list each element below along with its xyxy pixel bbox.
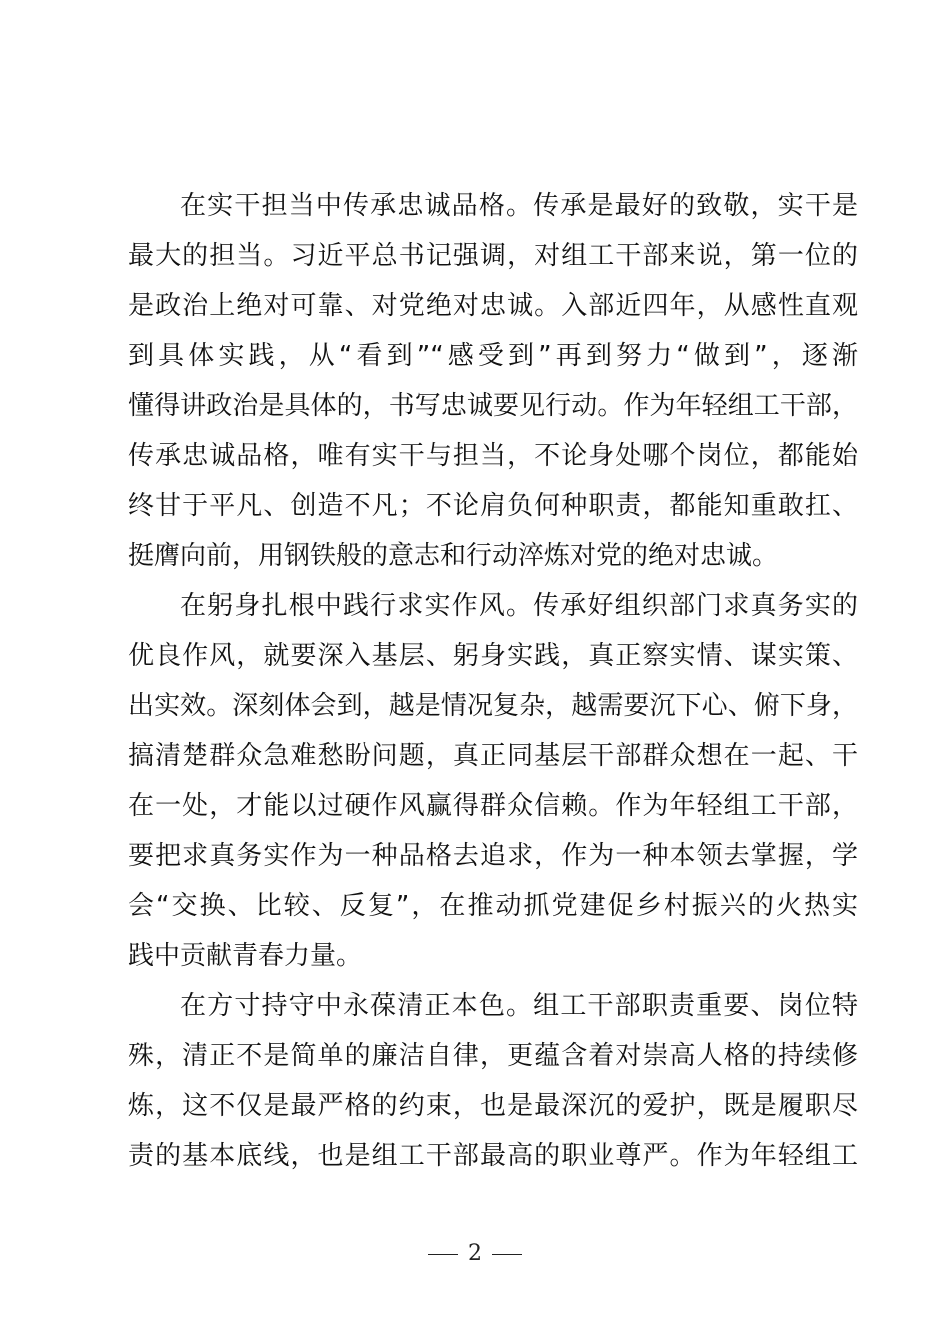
paragraph-1-line-7: 终甘于平凡、创造不凡；不论肩负何种职责，都能知重敢扛、	[128, 491, 858, 521]
paragraph-2-line-4: 搞清楚群众急难愁盼问题，真正同基层干部群众想在一起、干	[128, 741, 858, 771]
paragraph-1-line-4: 到具体实践，从“看到”“感受到”再到努力“做到”，逐渐	[128, 341, 858, 371]
paragraph-2-line-5: 在一处，才能以过硬作风赢得群众信赖。作为年轻组工干部，	[128, 791, 858, 821]
paragraph-3-line-4: 责的基本底线，也是组工干部最高的职业尊严。作为年轻组工	[128, 1141, 858, 1171]
paragraph-1-line-2: 最大的担当。习近平总书记强调，对组工干部来说，第一位的	[128, 241, 858, 271]
paragraph-1-line-5: 懂得讲政治是具体的，书写忠诚要见行动。作为年轻组工干部，	[128, 391, 858, 421]
paragraph-2-line-7: 会“交换、比较、反复”，在推动抓党建促乡村振兴的火热实	[128, 891, 858, 921]
page-footer	[0, 1237, 950, 1271]
paragraph-2-line-3: 出实效。深刻体会到，越是情况复杂，越需要沉下心、俯下身，	[128, 691, 858, 721]
paragraph-2-line-1: 在躬身扎根中践行求实作风。传承好组织部门求真务实的	[180, 591, 858, 621]
paragraph-2-line-2: 优良作风，就要深入基层、躬身实践，真正察实情、谋实策、	[128, 641, 858, 671]
page-number: 2	[468, 1241, 482, 1266]
paragraph-2-line-6: 要把求真务实作为一种品格去追求，作为一种本领去掌握，学	[128, 841, 858, 871]
paragraph-3-line-3: 炼，这不仅是最严格的约束，也是最深沉的爱护，既是履职尽	[128, 1091, 858, 1121]
paragraph-2-line-8: 践中贡献青春力量。	[128, 941, 363, 971]
body-text	[128, 181, 858, 1181]
paragraph-1-line-8: 挺膺向前，用钢铁般的意志和行动淬炼对党的绝对忠诚。	[128, 541, 779, 571]
paragraph-3-line-2: 殊，清正不是简单的廉洁自律，更蕴含着对崇高人格的持续修	[128, 1041, 858, 1071]
paragraph-3-line-1: 在方寸持守中永葆清正本色。组工干部职责重要、岗位特	[180, 991, 858, 1021]
paragraph-1-line-3: 是政治上绝对可靠、对党绝对忠诚。入部近四年，从感性直观	[128, 291, 858, 321]
paragraph-1-line-1: 在实干担当中传承忠诚品格。传承是最好的致敬，实干是	[180, 191, 858, 221]
paragraph-1-line-6: 传承忠诚品格，唯有实干与担当，不论身处哪个岗位，都能始	[128, 441, 858, 471]
footer-dash-left	[428, 1254, 458, 1255]
footer-dash-right	[492, 1254, 522, 1255]
